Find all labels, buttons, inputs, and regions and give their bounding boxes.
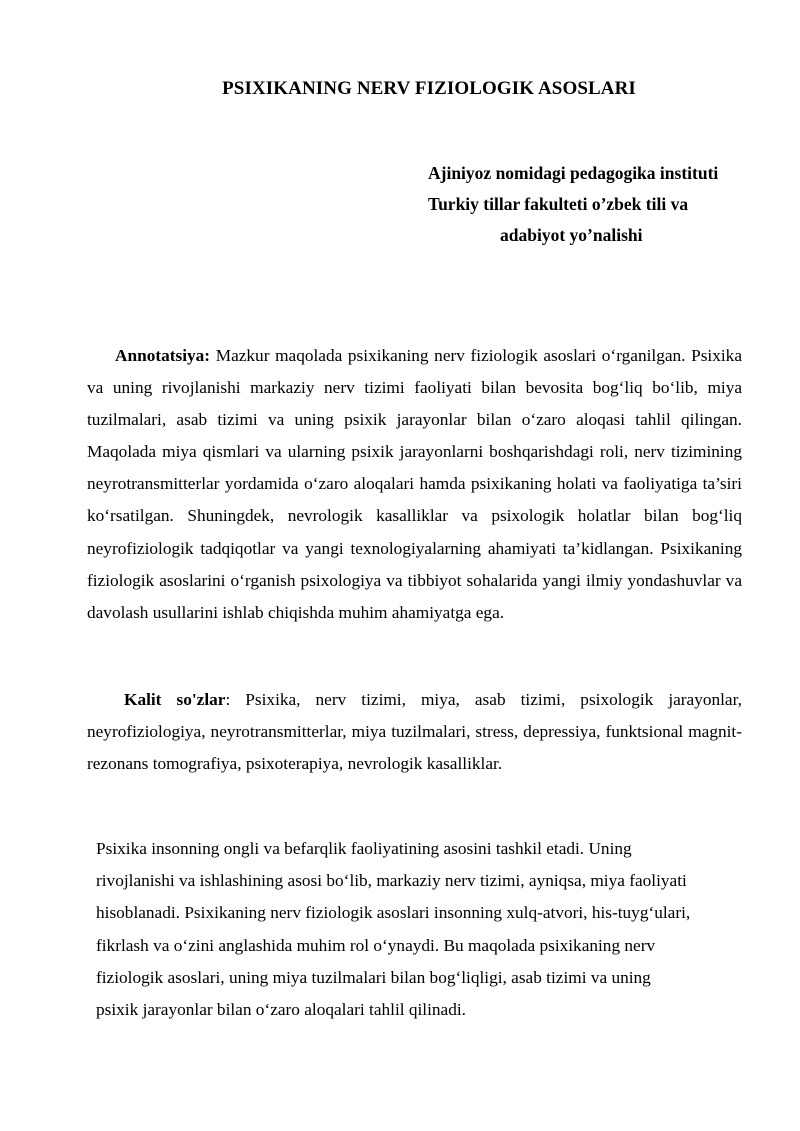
abstract-label: Annotatsiya: (115, 346, 211, 365)
intro-line: psixik jarayonlar bilan o‘zaro aloqalari tahlil qilinadi. (96, 1000, 466, 1020)
intro-line: fikrlash va o‘zini anglashida muhim rol o‘ynaydi. Bu maqolada psixikaning nerv (96, 935, 656, 955)
keywords-text: Psixika, nerv tizimi, miya, asab tizimi, psixologik jarayonlar, neyrofiziologiya, neyrotransmitterlar, miya tuzilmalari, stress, depressiya, funktsional magnit-rezonans tomografiya, psixoterapiya, nevrologik kasalliklar. (87, 690, 742, 774)
paper-title: PSIXIKANING NERV FIZIOLOGIK ASOSLARI (222, 78, 636, 99)
intro-line: Psixika insonning ongli va befarqlik faoliyatining asosini tashkil etadi. Uning (96, 839, 632, 858)
affiliation-institute: Ajiniyoz nomidagi pedagogika instituti (428, 163, 719, 183)
affiliation-faculty: Turkiy tillar fakulteti o’zbek tili va (428, 194, 689, 214)
intro-line: rivojlanishi va ishlashining asosi bo‘lib, markaziy nerv tizimi, ayniqsa, miya faoliyati (96, 871, 687, 891)
intro-line: fiziologik asoslari, uning miya tuzilmalari bilan bog‘liqligi, asab tizimi va uning (96, 967, 651, 987)
author-affiliation (428, 158, 748, 251)
affiliation-direction: adabiyot yo’nalishi (500, 225, 643, 245)
intro-paragraph (96, 833, 756, 1026)
intro-line: hisoblanadi. Psixikaning nerv fiziologik asoslari insonning xulq-atvori, his-tuyg‘ulari, (96, 903, 691, 923)
keywords-separator: : (225, 690, 231, 709)
abstract-paragraph (87, 340, 742, 629)
keywords-paragraph (87, 684, 742, 780)
abstract-text: Mazkur maqolada psixikaning nerv fiziologik asoslari o‘rganilgan. Psixika va uning rivojlanishi markaziy nerv tizimi faoliyati bilan bevosita bog‘liq bo‘lib, miya tuzilmalari, asab tizimi va uning psixik jarayonlar bilan o‘zaro aloqasi tahlil qilingan. Maqolada miya qismlari va ularning psixik jarayonlarni boshqarishdagi roli, nerv tizimining neyrotransmitterlar yordamida o‘zaro aloqalari hamda psixikaning holati va faoliyatiga ta’siri ko‘rsatilgan. Shuningdek, nevrologik kasalliklar va psixologik holatlar bilan bog‘liq neyrofiziologik tadqiqotlar va yangi texnologiyalarning ahamiyati ta’kidlangan. Psixikaning fiziologik asoslarini o‘rganish psixologiya va tibbiyot sohalarida yangi ilmiy yondashuvlar va davolash usullarini ishlab chiqishda muhim ahamiyatga ega. (87, 346, 742, 622)
keywords-label: Kalit so'zlar (124, 690, 226, 709)
